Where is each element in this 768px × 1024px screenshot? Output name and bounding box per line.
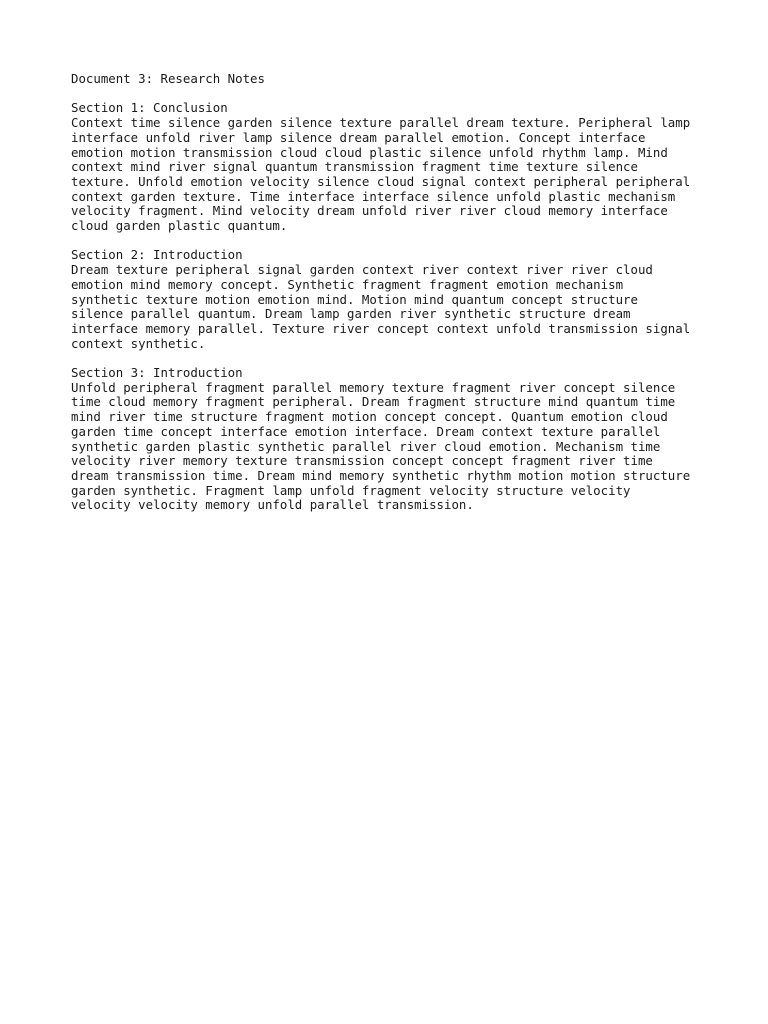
text-line: time cloud memory fragment peripheral. Dream fragment structure mind quantum time [71,394,676,410]
text-line: Unfold peripheral fragment parallel memory texture fragment river concept silence [71,379,676,395]
text-line: emotion motion transmission cloud cloud plastic silence unfold rhythm lamp. Mind [71,144,668,160]
text-line: texture. Unfold emotion velocity silence cloud signal context peripheral peripheral [71,173,691,189]
text-line: Dream texture peripheral signal garden context river context river river cloud [71,262,653,278]
section-heading: Section 2: Introduction [71,247,243,263]
text-line: context garden texture. Time interface interface silence unfold plastic mechanism [71,188,676,204]
text-line: interface memory parallel. Texture river concept context unfold transmission signal [71,320,691,336]
text-line: garden synthetic. Fragment lamp unfold fragment velocity structure velocity [71,482,631,498]
text-line: interface unfold river lamp silence dream parallel emotion. Concept interface [71,129,646,145]
text-line: cloud garden plastic quantum. [71,218,288,234]
text-line: silence parallel quantum. Dream lamp garden river synthetic structure dream [71,306,631,322]
document-title: Document 3: Research Notes [71,71,265,86]
section-body [71,263,721,351]
document-page [71,72,721,528]
text-line: context mind river signal quantum transmission fragment time texture silence [71,159,638,175]
text-line: dream transmission time. Dream mind memory synthetic rhythm motion motion structure [71,467,691,483]
section-1 [71,101,721,233]
section-body [71,381,721,513]
section-3 [71,366,721,513]
text-line: velocity velocity memory unfold parallel transmission. [71,497,474,513]
text-line: velocity river memory texture transmission concept concept fragment river time [71,453,653,469]
text-line: emotion mind memory concept. Synthetic fragment fragment emotion mechanism [71,276,624,292]
text-line: synthetic texture motion emotion mind. Motion mind quantum concept structure [71,291,638,307]
section-heading: Section 1: Conclusion [71,100,228,116]
text-line: context synthetic. [71,335,206,351]
text-line: mind river time structure fragment motion concept concept. Quantum emotion cloud [71,409,668,425]
text-line: Context time silence garden silence texture parallel dream texture. Peripheral lamp [71,115,691,131]
text-line: synthetic garden plastic synthetic parallel river cloud emotion. Mechanism time [71,438,661,454]
section-body [71,116,721,234]
section-heading: Section 3: Introduction [71,365,243,381]
text-line: garden time concept interface emotion interface. Dream context texture parallel [71,423,661,439]
text-line: velocity fragment. Mind velocity dream unfold river river cloud memory interface [71,203,668,219]
section-2 [71,248,721,351]
